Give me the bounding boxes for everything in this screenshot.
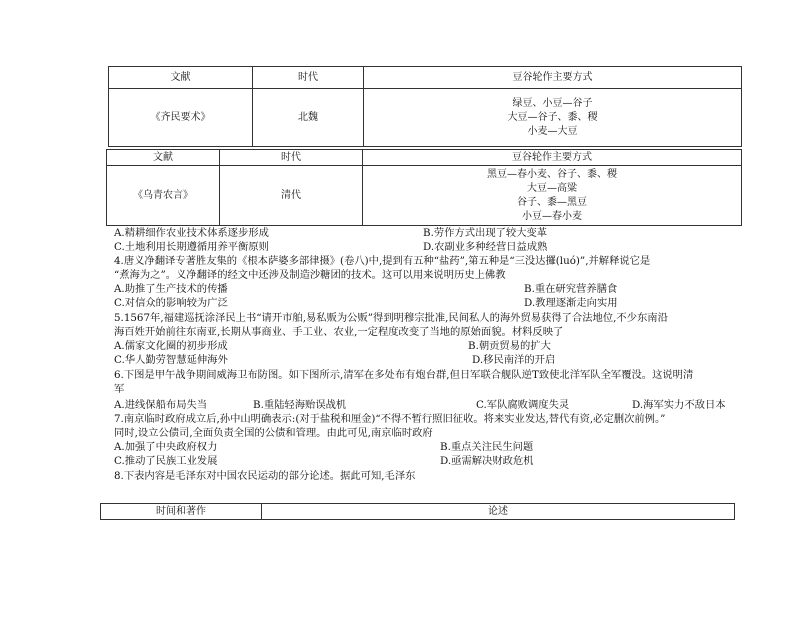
table2-header-doc: 文献 xyxy=(107,150,220,166)
q4-option-b: B.重在研究营养膳食 xyxy=(524,283,618,295)
q4-stem-line1: 4.唐义净翻译专著胜友集的《根本萨婆多部律摄》(卷八)中,提到有五种“盐药”,第五种是“三没达攞(luó)”,并解释说它是 xyxy=(114,255,651,267)
q7-option-a: A.加强了中央政府权力 xyxy=(114,441,218,453)
q3-option-b: B.劳作方式出现了较大变革 xyxy=(423,227,548,239)
q7-option-c: C.推动了民族工业发展 xyxy=(114,455,218,467)
table1-era: 北魏 xyxy=(253,89,364,147)
q6-option-c: C.军队腐败调度失灵 xyxy=(476,399,570,411)
q3-option-a: A.精耕细作农业技术体系逐步形成 xyxy=(114,227,269,239)
q6-option-b: B.重陆轻海贻误战机 xyxy=(253,399,347,411)
table2-era: 清代 xyxy=(220,166,363,226)
table2-method: 谷子、黍—黑豆 xyxy=(517,196,587,208)
table1-method: 小麦—大豆 xyxy=(527,125,578,137)
q6-option-a: A.进线保船布局失当 xyxy=(114,399,208,411)
table3-header-statement: 论述 xyxy=(262,504,735,520)
table2-method: 小豆—春小麦 xyxy=(522,210,582,222)
table1-header-era: 时代 xyxy=(253,67,364,89)
q5-option-d: D.移民南洋的开启 xyxy=(472,354,556,366)
q6-stem-line2: 军 xyxy=(114,383,125,395)
q3-option-c: C.土地利用长期遵循用养平衡原则 xyxy=(114,241,269,253)
q7-option-d: D.亟需解决财政危机 xyxy=(440,455,534,467)
table2-methods xyxy=(363,166,742,226)
table1-method: 大豆—谷子、黍、稷 xyxy=(507,111,598,123)
q3-option-d: D.农副业多种经营日益成熟 xyxy=(423,241,548,253)
table1-header-methods: 豆谷轮作主要方式 xyxy=(364,67,742,89)
q4-stem-line2: “煮海为之”。义净翻译的经文中还涉及制造沙糖团的技术。这可以用来说明历史上佛教 xyxy=(114,269,506,281)
q4-option-d: D.教理逐渐走向实用 xyxy=(524,297,618,309)
q6-stem-line1: 6.下图是甲午战争期间威海卫布防图。如下图所示,清军在多处布有炮台群,但日军联合舰队逆T致使北洋军队全军覆没。这说明清 xyxy=(114,369,694,381)
table1-method: 绿豆、小豆—谷子 xyxy=(512,97,593,109)
q4-option-a: A.助推了生产技术的传播 xyxy=(114,283,228,295)
table-qimin xyxy=(108,66,742,147)
table2-header-era: 时代 xyxy=(220,150,363,166)
q5-option-c: C.华人勤劳智慧延伸海外 xyxy=(114,354,228,366)
table1-doc: 《齐民要术》 xyxy=(109,89,253,147)
q7-stem-line1: 7.南京临时政府成立后,孙中山明确表示:(对于盐税和厘金)“不得不暂行照旧征收。将来实业发达,替代有资,必定删次前例。” xyxy=(114,413,666,425)
q8-stem: 8.下表内容是毛泽东对中国农民运动的部分论述。据此可知,毛泽东 xyxy=(114,470,416,482)
table2-doc: 《乌青农言》 xyxy=(107,166,220,226)
q6-option-d: D.海军实力不敌日本 xyxy=(632,399,726,411)
q5-option-b: B.朝贡贸易的扩大 xyxy=(468,340,551,352)
table1-methods xyxy=(364,89,742,147)
table2-header-methods: 豆谷轮作主要方式 xyxy=(363,150,742,166)
q5-stem-line1: 5.1567年,福建巡抚涂泽民上书“请开市舶,易私贩为公贩”得到明穆宗批准,民间私人的海外贸易获得了合法地位,不少东南沿 xyxy=(114,312,668,324)
table3-header-time: 时间和著作 xyxy=(101,504,262,520)
q5-stem-line2: 海百姓开始前往东南亚,长期从事商业、手工业、农业,一定程度改变了当地的原始面貌。材料反映了 xyxy=(114,326,564,338)
table2-method: 大豆—高粱 xyxy=(527,182,577,194)
q7-stem-line2: 同时,设立公债司,全面负责全国的公债和管理。由此可见,南京临时政府 xyxy=(114,427,433,439)
q7-option-b: B.重点关注民生问题 xyxy=(440,441,534,453)
table-mao xyxy=(100,503,735,520)
q5-option-a: A.儒家文化圈的初步形成 xyxy=(114,340,228,352)
q4-option-c: C.对信众的影响较为广泛 xyxy=(114,297,228,309)
table1-header-doc: 文献 xyxy=(109,67,253,89)
table-wuqing xyxy=(106,149,742,226)
table2-method: 黑豆—春小麦、谷子、黍、稷 xyxy=(487,168,617,180)
